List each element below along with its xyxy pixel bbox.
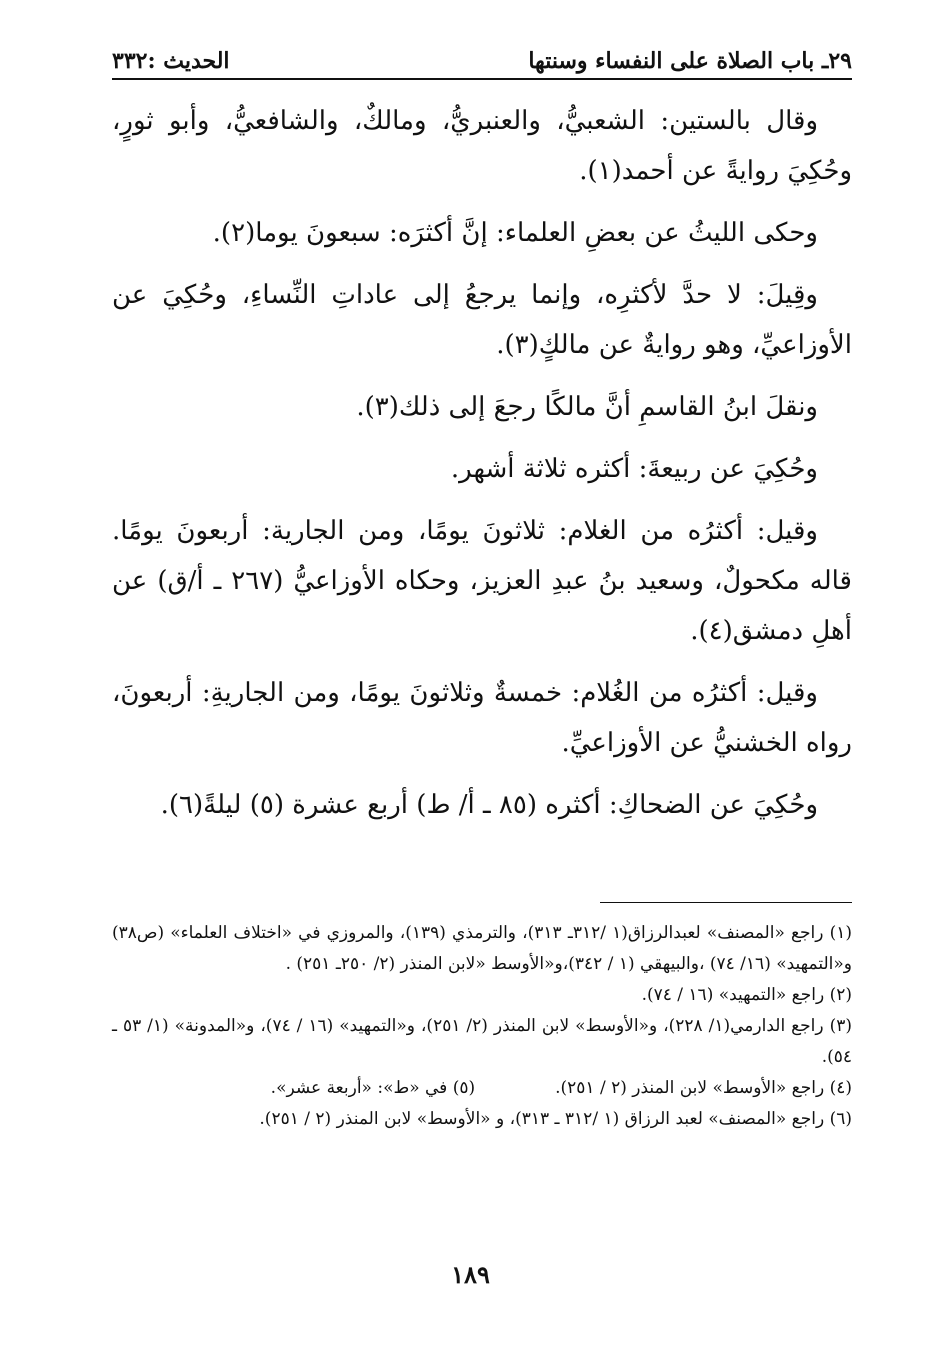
page-number: ١٨٩ <box>451 1260 490 1289</box>
paragraph: وقيل: أكثرُه من الغُلام: خمسةٌ وثلاثونَ يومًا، ومن الجاريةِ: أربعونَ، رواه الخشنيُّ عن الأوزاعيِّ. <box>112 678 852 758</box>
footnote-row <box>112 1073 852 1104</box>
paragraph: وقال بالستين: الشعبيُّ، والعنبريُّ، ومالكٌ، والشافعيُّ، وأبو ثورٍ، وحُكِيَ روايةً عن أحمد(١). <box>112 106 852 186</box>
paragraph: وقيل: أكثرُه من الغلام: ثلاثونَ يومًا، ومن الجارية: أربعونَ يومًا. قاله مكحولٌ، وسعيد بنُ عبدِ العزيز، وحكاه الأوزاعيُّ (٢٦٧ ـ أ/ق) عن أهلِ دمشق(٤). <box>112 516 852 646</box>
main-text <box>112 96 852 842</box>
footnote-4: (٤) راجع «الأوسط» لابن المنذر (٢ / ٢٥١). <box>555 1078 852 1098</box>
paragraph: وحكى الليثُ عن بعضِ العلماء: إنَّ أكثرَه: سبعونَ يوما(٢). <box>212 218 818 248</box>
footnote-1: (١) راجع «المصنف» لعبدالرزاق(١ /٣١٢ـ ٣١٣)، والترمذي (١٣٩)، والمروزي في «اختلاف العلماء» (ص٣٨) و«التمهيد» (١٦/ ٧٤) ،والبيهقي (١ / ٣٤٢)،و«الأوسط «لابن المنذر (٢/ ٢٥٠ـ ٢٥١) . <box>112 923 853 974</box>
paragraph: وحُكِيَ عن الضحاكِ: أكثره (٨٥ ـ أ/ ط) أربع عشرة (٥) ليلةً(٦). <box>160 790 818 820</box>
paragraph: وقِيلَ: لا حدَّ لأكثرِه، وإنما يرجعُ إلى عاداتِ النِّساءِ، وحُكِيَ عن الأوزاعيِّ، وهو روايةٌ عن مالكٍ(٣). <box>112 280 852 360</box>
footnote-3: (٣) راجع الدارمي(١/ ٢٢٨)، و«الأوسط» لابن المنذر (٢/ ٢٥١)، و«التمهيد» (١٦ / ٧٤)، و«المدونة» (١/ ٥٣ ـ ٥٤). <box>112 1016 852 1067</box>
hadith-reference: الحديث :٣٣٢ <box>112 48 230 74</box>
chapter-title: ٢٩ـ باب الصلاة على النفساء وسنتها <box>528 48 852 74</box>
paragraph: وحُكِيَ عن ربيعةَ: أكثره ثلاثة أشهر. <box>450 454 818 484</box>
footnote-6: (٦) راجع «المصنف» لعبد الرزاق (١ /٣١٢ ـ ٣١٣)، و «الأوسط» لابن المنذر (٢ / ٢٥١). <box>259 1109 852 1129</box>
footnote-2: (٢) راجع «التمهيد» (١٦ / ٧٤). <box>641 985 852 1005</box>
page-header <box>112 36 852 80</box>
paragraph: ونقلَ ابنُ القاسمِ أنَّ مالكًا رجعَ إلى ذلك(٣). <box>356 392 818 422</box>
footnotes <box>112 918 852 1135</box>
footnote-5: (٥) في «ط»: «أربعة عشر». <box>270 1078 476 1098</box>
footnote-divider <box>600 902 852 903</box>
